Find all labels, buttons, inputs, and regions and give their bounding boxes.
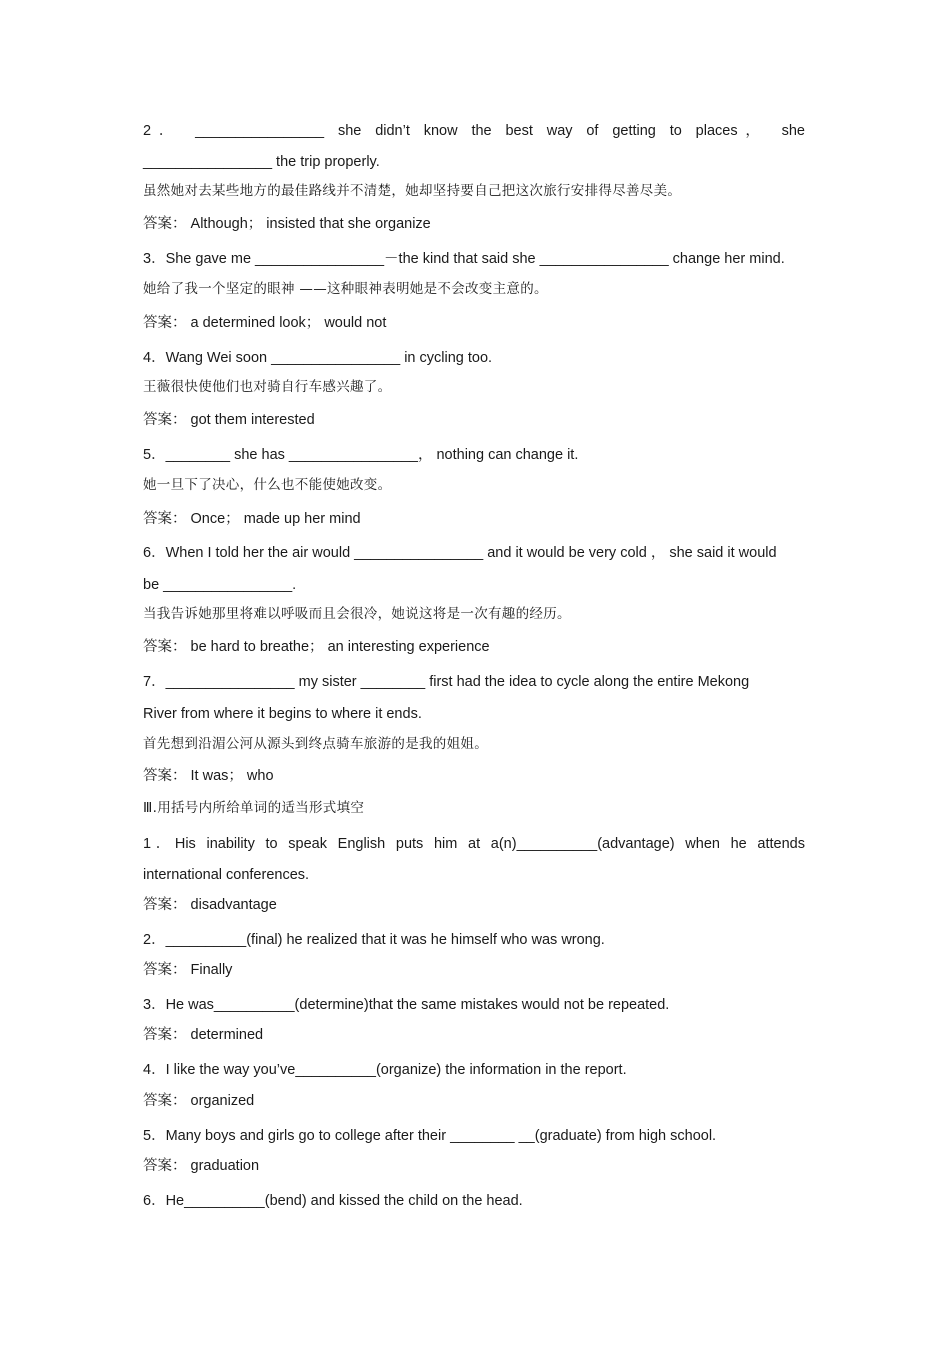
section-3-question-2: 2．__________(final) he realized that it was he himself who was wrong.	[143, 932, 605, 948]
section-3-question-4: 4．I like the way you’ve__________(organize) the information in the report.	[143, 1062, 627, 1078]
question-4-translation: 王薇很快使他们也对骑自行车感兴趣了。	[143, 379, 392, 395]
question-6-answer: 答案： be hard to breathe； an interesting experience	[143, 639, 490, 655]
question-3-text: 3．She gave me ________________－the kind that said she ________________ change her mind.	[143, 251, 785, 267]
section-3-question-1-line-1: 1．His inability to speak English puts him at a(n)__________(advantage) when he attends	[143, 836, 805, 852]
section-3-question-5-answer: 答案： graduation	[143, 1158, 260, 1174]
question-5-text: 5．________ she has ________________， nothing can change it.	[143, 447, 579, 463]
question-4-text: 4．Wang Wei soon ________________ in cycling too.	[143, 350, 493, 366]
question-7-translation: 首先想到沿湄公河从源头到终点骑车旅游的是我的姐姐。	[143, 736, 488, 752]
question-5-answer: 答案： Once； made up her mind	[143, 511, 361, 527]
section-3-question-3-answer: 答案： determined	[143, 1027, 264, 1043]
question-7-text-line-1: 7．________________ my sister ________ first had the idea to cycle along the entire Mekong	[143, 674, 750, 690]
section-3-question-3: 3．He was__________(determine)that the same mistakes would not be repeated.	[143, 997, 670, 1013]
question-6-text-line-2: be ________________.	[143, 577, 297, 593]
section-3-question-4-answer: 答案： organized	[143, 1093, 255, 1109]
question-6-text-line-1: 6．When I told her the air would ________________ and it would be very cold ， she said it would	[143, 545, 777, 561]
question-7-answer: 答案： It was； who	[143, 768, 274, 784]
section-3-question-1-answer: 答案： disadvantage	[143, 897, 277, 913]
question-2-text-line-1: 2． ________________ she didn’t know the best way of getting to places， she	[143, 123, 805, 139]
question-2-text-line-2: ________________ the trip properly.	[143, 154, 380, 170]
question-3-translation: 她给了我一个坚定的眼神 ——这种眼神表明她是不会改变主意的。	[143, 281, 548, 297]
section-3-question-2-answer: 答案： Finally	[143, 962, 233, 978]
question-4-answer: 答案： got them interested	[143, 412, 315, 428]
section-3-question-6: 6．He__________(bend) and kissed the child on the head.	[143, 1193, 523, 1209]
section-3-question-1-line-2: international conferences.	[143, 867, 310, 883]
question-2-translation: 虽然她对去某些地方的最佳路线并不清楚，她却坚持要自己把这次旅行安排得尽善尽美。	[143, 183, 682, 199]
question-6-translation: 当我告诉她那里将难以呼吸而且会很冷，她说这将是一次有趣的经历。	[143, 606, 571, 622]
question-2-answer: 答案： Although； insisted that she organize	[143, 216, 431, 232]
question-5-translation: 她一旦下了决心，什么也不能使她改变。	[143, 477, 392, 493]
question-7-text-line-2: River from where it begins to where it ends.	[143, 706, 422, 722]
section-3-question-5: 5．Many boys and girls go to college after their ________ __(graduate) from high school.	[143, 1128, 717, 1144]
question-3-answer: 答案： a determined look； would not	[143, 315, 387, 331]
section-3-heading: Ⅲ.用括号内所给单词的适当形式填空	[143, 800, 365, 816]
